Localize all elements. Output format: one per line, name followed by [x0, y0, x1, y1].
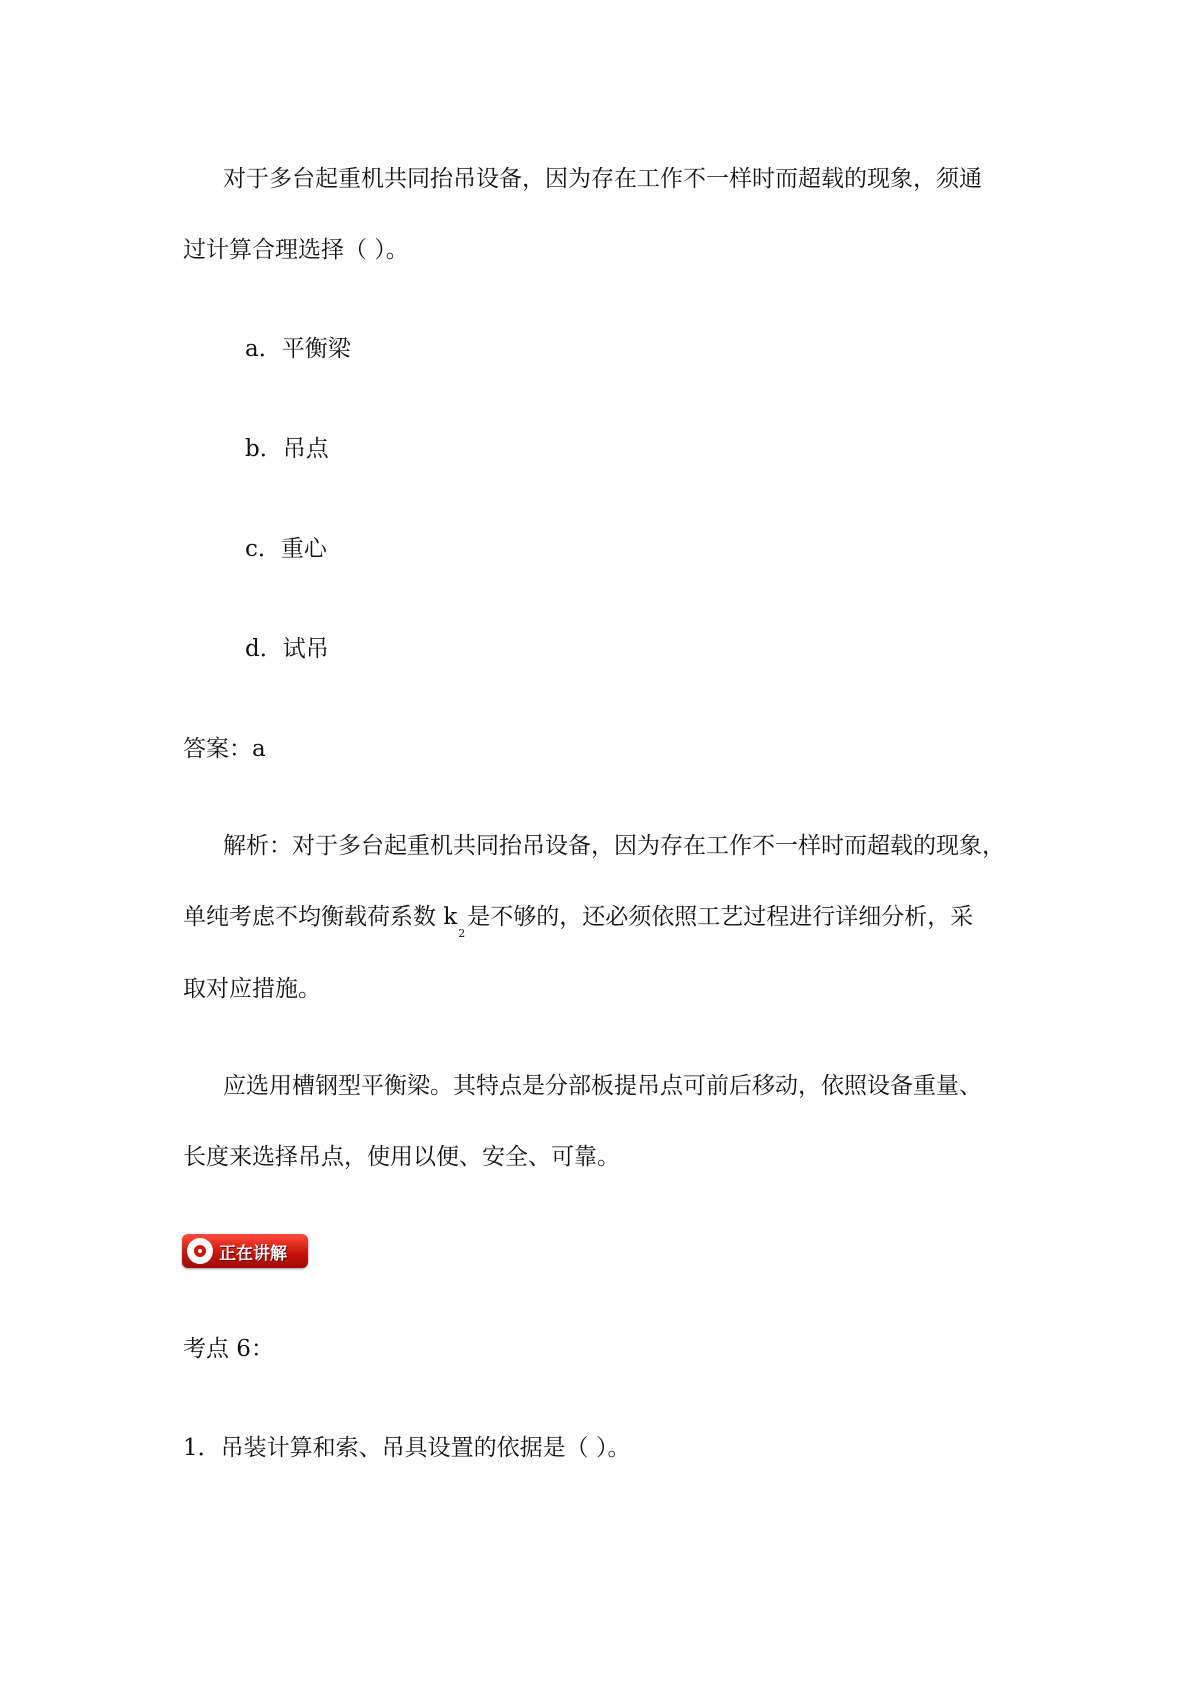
question-line-1: 对于多台起重机共同抬吊设备，因为存在工作不一样时而超载的现象，须通	[223, 166, 982, 192]
analysis-line-3: 取对应措施。	[183, 976, 321, 1002]
note-line-2: 长度来选择吊点，使用以便、安全、可靠。	[183, 1144, 620, 1170]
note-line-1: 应选用槽钢型平衡梁。其特点是分部板提吊点可前后移动，依照设备重量、	[223, 1073, 982, 1099]
option-d: d．试吊	[245, 636, 329, 662]
option-b: b．吊点	[245, 436, 329, 462]
section-title: 考点 6：	[183, 1336, 274, 1362]
option-a: a．平衡梁	[245, 336, 351, 362]
analysis-line-2-post: 是不够的，还必须依照工艺过程进行详细分析，采	[467, 904, 974, 930]
answer-line: 答案：a	[183, 736, 266, 762]
badge-label: 正在讲解	[219, 1243, 287, 1264]
question-line-2: 过计算合理选择（ ）。	[183, 237, 409, 263]
now-explaining-badge[interactable]	[182, 1234, 308, 1268]
analysis-line-2-pre: 单纯考虑不均衡载荷系数 k	[183, 904, 458, 930]
next-question: 1．吊装计算和索、吊具设置的依据是（ ）。	[183, 1435, 631, 1461]
disc-icon	[187, 1238, 213, 1264]
analysis-line-1: 解析：对于多台起重机共同抬吊设备，因为存在工作不一样时而超载的现象，	[223, 833, 1005, 859]
analysis-line-2	[183, 902, 974, 940]
subscript-2: 2	[458, 927, 466, 940]
option-c: c．重心	[245, 536, 327, 562]
